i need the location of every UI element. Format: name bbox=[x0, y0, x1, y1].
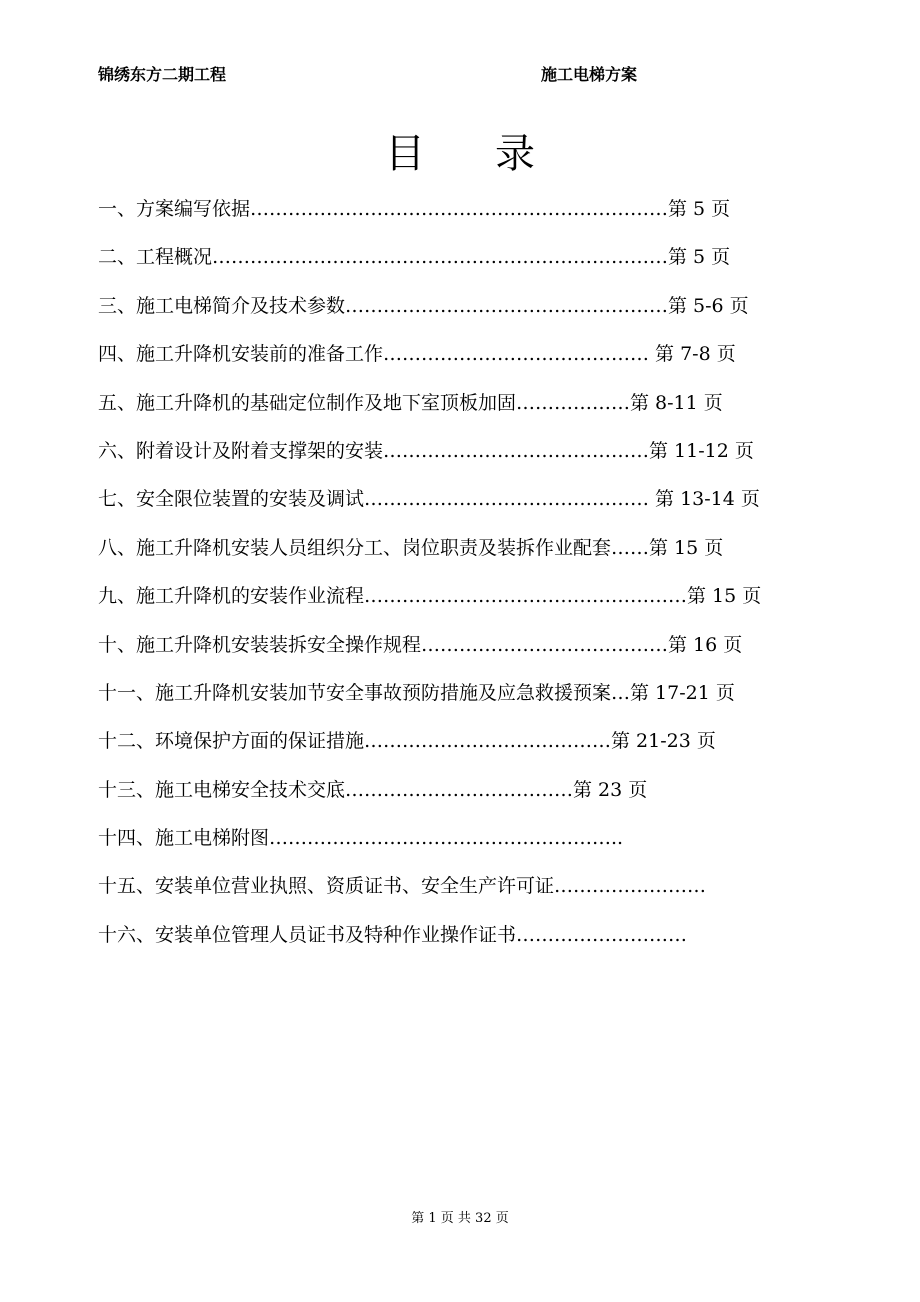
toc-entry: 七、安全限位装置的安装及调试……………………………………… 第 13-14 页 bbox=[98, 488, 760, 511]
toc-entry: 十五、安装单位营业执照、资质证书、安全生产许可证…………………… bbox=[98, 875, 707, 898]
toc-entry: 三、施工电梯简介及技术参数……………………………………………第 5-6 页 bbox=[98, 294, 749, 317]
document-title: 施工电梯方案 bbox=[541, 65, 638, 84]
toc-entry: 十一、施工升降机安装加节安全事故预防措施及应急救援预案…第 17-21 页 bbox=[98, 681, 735, 704]
toc-entry: 十二、环境保护方面的保证措施…………………………………第 21-23 页 bbox=[98, 730, 716, 753]
toc-entry: 六、附着设计及附着支撑架的安装……………………………………第 11-12 页 bbox=[98, 439, 754, 462]
project-name: 锦绣东方二期工程 bbox=[98, 65, 227, 84]
toc-entry: 八、施工升降机安装人员组织分工、岗位职责及装拆作业配套……第 15 页 bbox=[98, 536, 724, 559]
table-of-contents bbox=[98, 194, 858, 968]
toc-entry: 十、施工升降机安装装拆安全操作规程…………………………………第 16 页 bbox=[98, 633, 743, 656]
toc-entry: 四、施工升降机安装前的准备工作…………………………………… 第 7-8 页 bbox=[98, 343, 736, 366]
toc-entry: 九、施工升降机的安装作业流程……………………………………………第 15 页 bbox=[98, 585, 762, 608]
page-header bbox=[0, 62, 920, 86]
toc-entry: 一、方案编写依据…………………………………………………………第 5 页 bbox=[98, 198, 731, 220]
toc-heading: 目录 bbox=[385, 131, 605, 177]
toc-entry: 十三、施工电梯安全技术交底………………………………第 23 页 bbox=[98, 778, 648, 801]
page-number: 第 1 页 共 32 页 bbox=[411, 1211, 509, 1226]
toc-entry: 十六、安装单位管理人员证书及特种作业操作证书……………………… bbox=[98, 923, 688, 946]
toc-entry: 十四、施工电梯附图……………………………………………….. bbox=[98, 827, 624, 850]
toc-entry: 二、工程概况………………………………………………………………第 5 页 bbox=[98, 246, 731, 269]
toc-entry: 五、施工升降机的基础定位制作及地下室顶板加固………………第 8-11 页 bbox=[98, 391, 723, 414]
